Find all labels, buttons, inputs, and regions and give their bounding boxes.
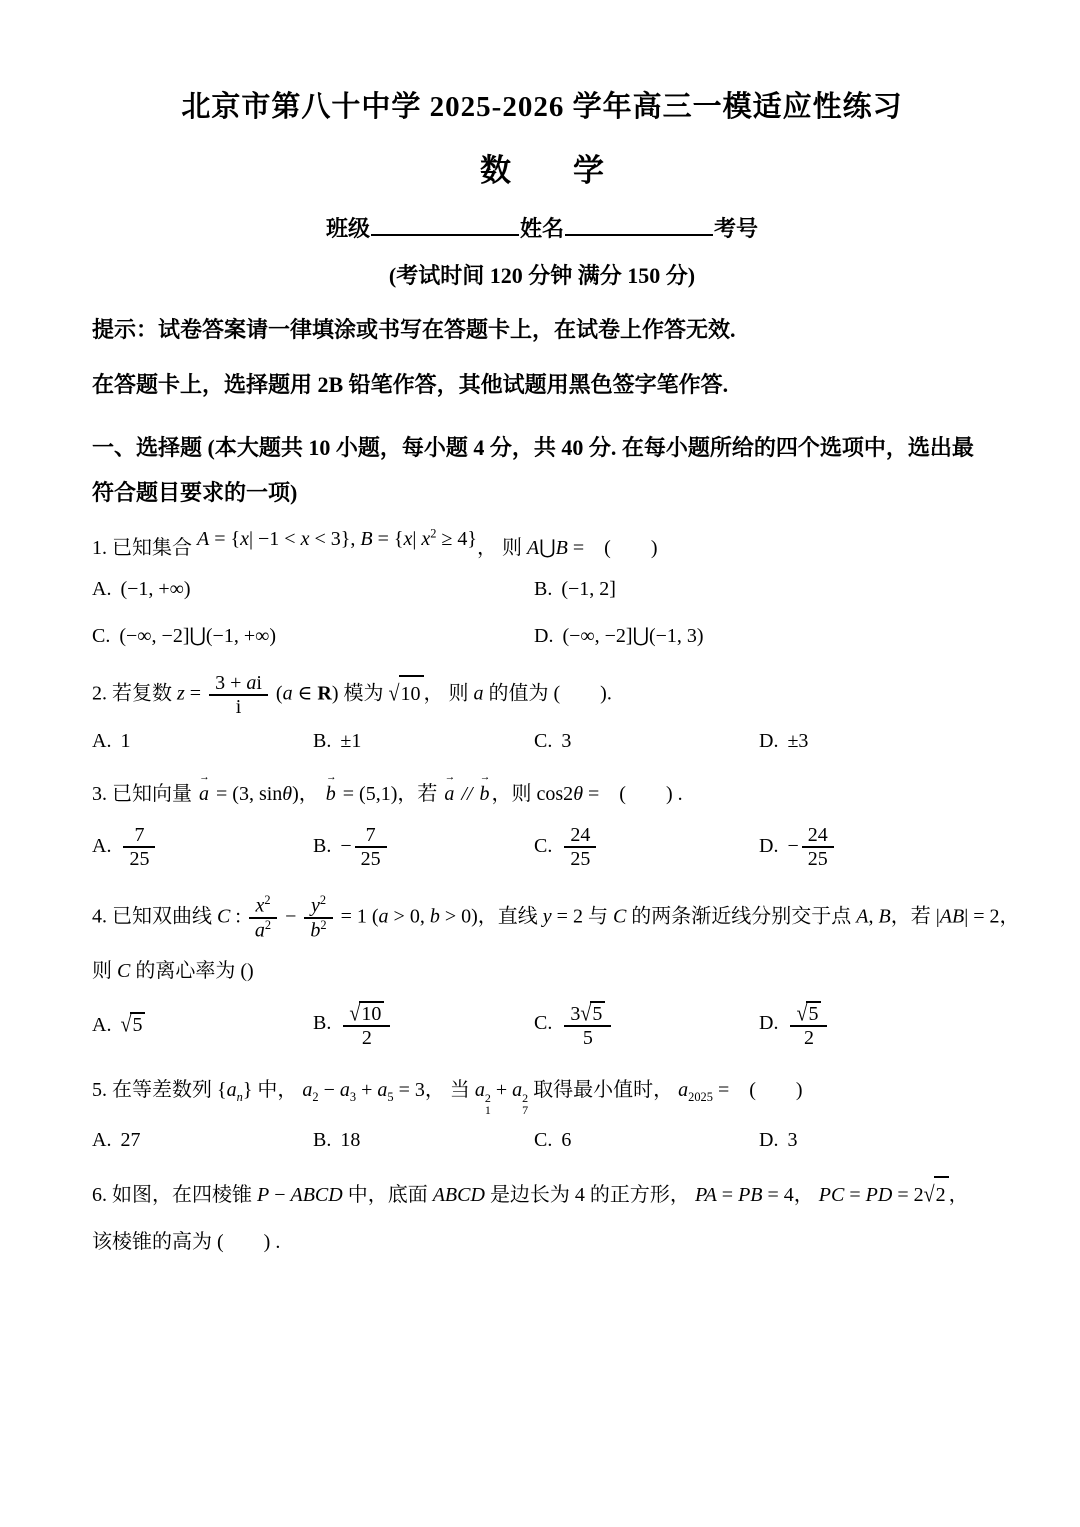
option-label: A. <box>92 1128 112 1151</box>
question-2-option-a <box>92 730 313 753</box>
question-2 <box>92 672 992 753</box>
question-6-stem-line2: 该棱锥的高为 ( ) . <box>92 1230 281 1253</box>
question-3-options <box>92 824 992 870</box>
question-5-options <box>92 1129 992 1152</box>
option-content: ±3 <box>787 730 809 753</box>
question-2-stem: 2. 若复数 z = $\frac{3 + ai}{i}$ (a ∈ R) 模为 √10 ， 则 a 的值为 ( ). <box>92 672 612 719</box>
option-label: A. <box>92 730 112 753</box>
question-6-stem: 6. 如图，在四棱锥 P − ABCD 中，底面 ABCD 是边长为 4 的正方形， PA = PB = 4， PC = PD = 2√2 ， <box>92 1176 992 1213</box>
question-3-option-b <box>313 824 534 870</box>
option-content: − $\frac{24}{25}$ <box>787 835 836 857</box>
question-5-stem: 5. 在等差数列 $\{a_n\}$ 中， $a_2 - a_3 + a_5 = 3$， 当 a 2 1 + a 2 7 取得最小值时， $a_{2025}$ = ( ) <box>92 1078 803 1118</box>
option-label: A. <box>92 578 112 601</box>
option-label: C. <box>92 625 111 648</box>
question-5-option-c <box>534 1129 759 1152</box>
option-content: 27 <box>120 1128 141 1151</box>
question-2-option-d <box>759 730 992 753</box>
question-4-stem: 4. 已知双曲线 C : $\frac{x^2}{a^2}$ − $\frac{y^2}{b^2}$ = 1 (a > 0, b > 0)，直线 y = 2 与 C 的两条渐近线分别交于点 A, B，若 |AB| = 2， <box>92 893 1020 942</box>
question-1-options <box>92 578 992 648</box>
option-label: C. <box>534 1012 553 1035</box>
question-4-option-c <box>534 1001 759 1049</box>
option-content: $\frac{3√5}{5}$ <box>561 1012 614 1034</box>
option-content: ±1 <box>340 730 362 753</box>
option-content: (−1, 2] <box>561 578 616 601</box>
question-1-stem-post: ， 则 A⋃B = ( ) <box>477 537 658 560</box>
notice-line-1: 提示：试卷答案请一律填涂或书写在答题卡上，在试卷上作答无效. <box>92 317 736 342</box>
notice-line-2: 在答题卡上，选择题用 2B 铅笔作答，其他试题用黑色签字笔作答. <box>92 371 729 397</box>
question-4-stem-line2: 则 C 的离心率为 () <box>92 959 254 982</box>
option-content: (−∞, −2]⋃(−1, 3) <box>562 625 704 648</box>
question-3 <box>92 772 992 871</box>
option-label: B. <box>534 578 553 601</box>
question-4-options <box>92 1001 992 1049</box>
option-label: B. <box>313 730 332 753</box>
option-content: (−∞, −2]⋃(−1, +∞) <box>119 625 277 648</box>
class-label: 班级 <box>325 216 370 241</box>
question-1 <box>92 526 992 648</box>
option-content: (−1, +∞) <box>120 578 191 601</box>
exam-time-score-info: (考试时间 120 分钟 满分 150 分) <box>388 263 696 288</box>
option-content: 3 <box>787 1128 798 1151</box>
question-1-option-d <box>534 623 992 648</box>
question-4 <box>92 893 1020 1049</box>
option-label: C. <box>534 730 553 753</box>
option-content: − $\frac{7}{25}$ <box>340 835 389 857</box>
question-5-option-a <box>92 1129 313 1152</box>
question-2-options <box>92 730 992 753</box>
option-label: B. <box>313 834 332 857</box>
option-label: D. <box>759 1012 779 1035</box>
option-label: B. <box>313 1128 332 1151</box>
option-label: D. <box>759 834 779 857</box>
option-label: D. <box>534 625 554 648</box>
question-1-option-c <box>92 623 534 648</box>
question-5-option-b <box>313 1129 534 1152</box>
question-1-stem <box>92 526 992 566</box>
option-content: 3 <box>561 730 572 753</box>
question-3-option-a <box>92 824 313 870</box>
question-2-option-b <box>313 730 534 753</box>
option-content: $\frac{7}{25}$ <box>120 835 158 857</box>
option-content: $\frac{24}{25}$ <box>561 835 599 857</box>
option-label: D. <box>759 1128 779 1151</box>
class-blank-line <box>371 210 519 236</box>
name-label: 姓名 <box>519 216 564 241</box>
question-5 <box>92 1073 992 1152</box>
question-4-option-d <box>759 1001 992 1049</box>
option-label: C. <box>534 834 553 857</box>
option-content: $\frac{√5}{2}$ <box>787 1012 830 1034</box>
option-label: A. <box>92 1014 112 1037</box>
option-content: 1 <box>120 730 131 753</box>
page-title: 北京市第八十中学 2025-2026 学年高三一模适应性练习 <box>181 91 903 123</box>
section-title-choice: 一、选择题 (本大题共 10 小题，每小题 4 分，共 40 分. 在每小题所给的四个选项中，选出最符合题目要求的一项) <box>92 435 974 506</box>
name-blank-line <box>565 210 713 236</box>
option-content: √5 <box>120 1014 145 1036</box>
option-content: $\frac{√10}{2}$ <box>340 1012 393 1034</box>
question-1-option-a <box>92 578 534 601</box>
question-1-stem-math: A = {x| −1 < x < 3}, B = {x| $x^2 \ge 4$} <box>197 526 478 551</box>
option-label: C. <box>534 1128 553 1151</box>
question-4-option-b <box>313 1001 534 1049</box>
question-5-option-d <box>759 1129 992 1152</box>
question-6 <box>92 1176 992 1260</box>
question-3-stem: 3. 已知向量 → a = (3, sinθ)， → b = (5,1)，若 → a // → b ，则 cos2θ = ( ) . <box>92 772 683 806</box>
subject-title: 数 学 <box>480 153 604 188</box>
question-3-option-d <box>759 824 992 870</box>
option-content: 18 <box>340 1128 361 1151</box>
option-content: 6 <box>561 1128 572 1151</box>
question-1-stem-pre: 1. 已知集合 <box>92 537 197 560</box>
option-label: D. <box>759 730 779 753</box>
exam-number-label: 考号 <box>714 216 759 241</box>
option-label: A. <box>92 834 112 857</box>
question-2-option-c <box>534 730 759 753</box>
question-1-option-b <box>534 578 992 601</box>
student-info-line <box>92 210 992 243</box>
question-3-option-c <box>534 824 759 870</box>
option-label: B. <box>313 1012 332 1035</box>
question-4-option-a <box>92 1012 313 1037</box>
